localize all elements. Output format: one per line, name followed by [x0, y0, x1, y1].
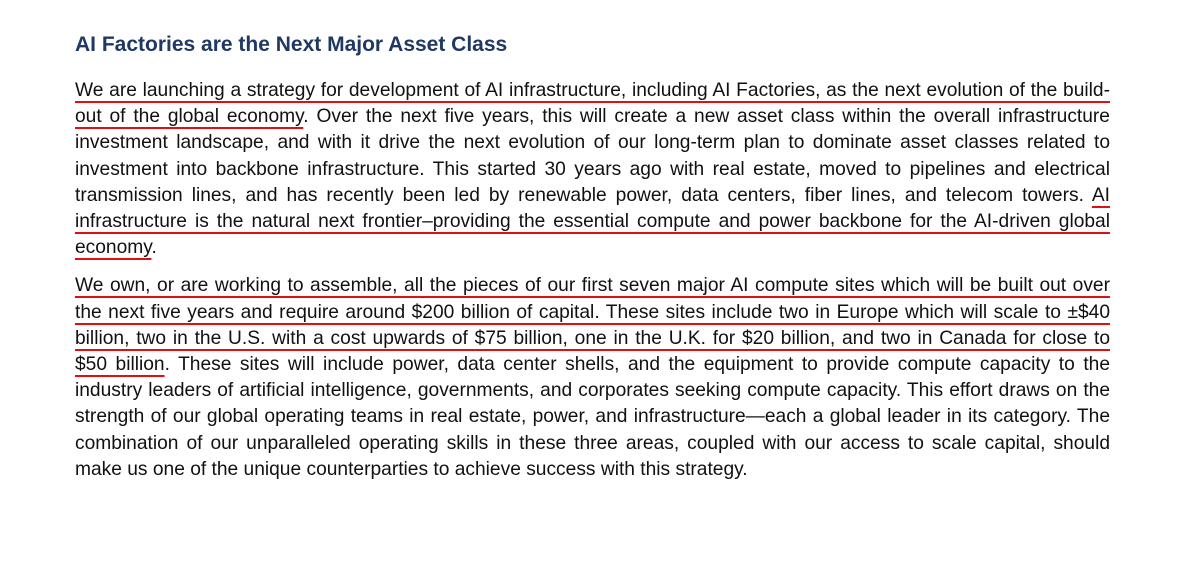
document-page	[75, 32, 1110, 483]
paragraph-1	[75, 78, 1110, 261]
body-text: .	[151, 237, 157, 259]
underlined-annotation: AI infrastructure is the natural next frontier–providing the essential compute and power backbone for the AI-driven global economy	[75, 184, 1110, 259]
underlined-annotation: We are launching a strategy for development of AI infrastructure, including AI Factories, as the next evolution of the build-out of the global economy	[75, 80, 1110, 128]
body-text: . These sites will include power, data center shells, and the equipment to provide compute capacity to the industry leaders of artificial intelligence, governments, and corporates seeking compute capacity. This effort draws on the strength of our global operating teams in real estate, power, and infrastructure—each a global leader in its category. The combination of our unparalleled operating skills in these three areas, coupled with our access to scale capital, should make us one of the unique counterparties to achieve success with this strategy.	[75, 354, 1110, 480]
body-text: . Over the next five years, this will create a new asset class within the overall infrastructure investment landscape, and with it drive the next evolution of our long-term plan to dominate asset classes related to investment into backbone infrastructure. This started 30 years ago with real estate, moved to pipelines and electrical transmission lines, and has recently been led by renewable power, data centers, fiber lines, and telecom towers.	[75, 106, 1110, 206]
paragraph-2	[75, 273, 1110, 483]
underlined-annotation: We own, or are working to assemble, all the pieces of our first seven major AI compute sites which will be built out over the next five years and require around $200 billion of capital. These sites include two in Europe which will scale to ±$40 billion, two in the U.S. with a cost upwards of $75 billion, one in the U.K. for $20 billion, and two in Canada for close to $50 billion	[75, 275, 1110, 376]
section-heading: AI Factories are the Next Major Asset Class	[75, 33, 508, 56]
